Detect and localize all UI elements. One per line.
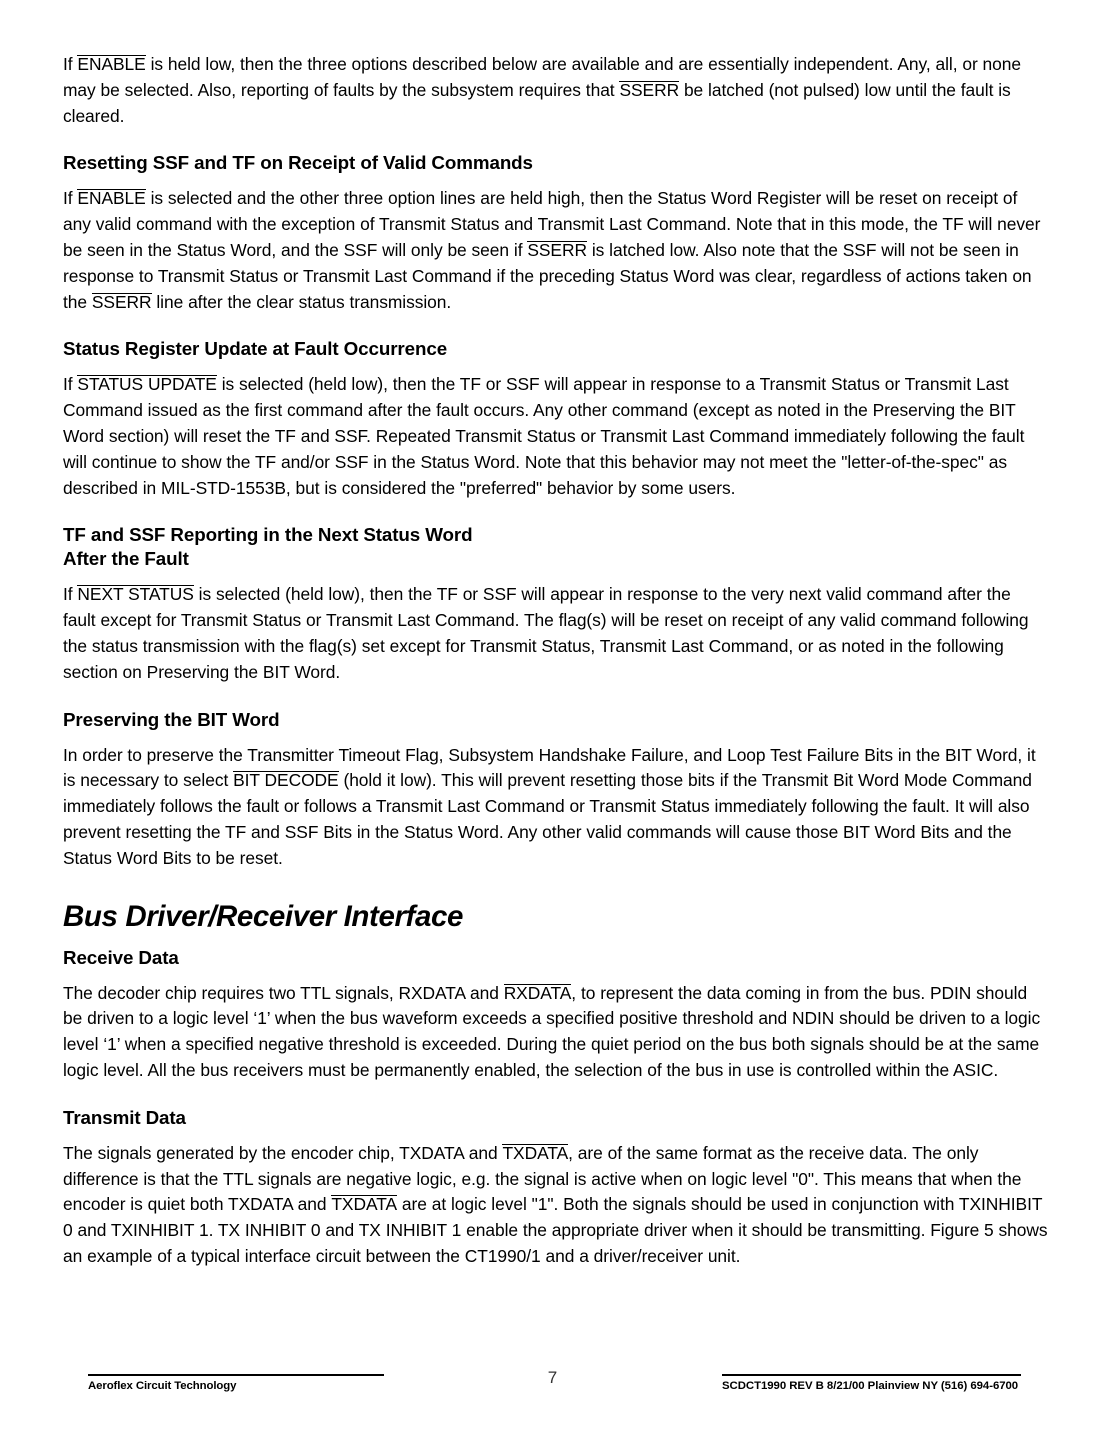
heading-transmit-data: Transmit Data (63, 1106, 186, 1128)
preserving-text-part1: In order to preserve the Transmitter Timeout Flag, Subsystem Handshake Failure, and Loop Test Failure Bits in the BIT Word, it is necessary to select (63, 744, 1036, 791)
heading-tf-ssf-reporting-line2: After the Fault (63, 548, 189, 570)
receive-text-part2: , to represent the data coming in from the bus. PDIN should be driven to a logic level ‘1’ when the bus waveform exceeds a specified positive threshold and NDIN should be driven to a logic level ‘1’ when a specified negative threshold is exceeded. During the quiet period on the bus both signals should be at the same logic level. All the bus receivers must be permanently enabled, the selection of the bus in use is controlled within the ASIC. (63, 982, 1041, 1080)
transmit-text-part1: The signals generated by the encoder chip, TXDATA and (63, 1142, 503, 1163)
status-register-paragraph (63, 372, 1048, 501)
resetting-paragraph (63, 186, 1048, 315)
spacer (63, 129, 1048, 151)
signal-txdata-bar: TXDATA (331, 1194, 398, 1215)
spacer (63, 315, 1048, 337)
status-text-part2: is selected (held low), then the TF or SSF will appear in response to a Transmit Status or Transmit Last Command issued as the first command after the fault occurs. Any other command (except as noted in the Preserving the BIT Word section) will reset the TF and SSF. Repeated Transmit Status or Transmit Last Command immediately following the fault will continue to show the TF and/or SSF in the Status Word. Note that this behavior may not meet the "letter-of-the-spec" as described in MIL-STD-1553B, but is considered the "preferred" behavior by some users. (63, 374, 1025, 498)
signal-rxdata-bar: RXDATA (503, 982, 572, 1003)
heading-status-register-update: Status Register Update at Fault Occurrence (63, 338, 448, 360)
spacer (63, 571, 1048, 582)
transmit-text-part3: are at logic level "1". Both the signals should be used in conjunction with TXINHIBIT 0 and TXINHIBIT 1. TX INHIBIT 0 and TX INHIBIT 1 enable the appropriate driver when it should be transmitting. Figure 5 shows an example of a typical interface circuit between the CT1990/1 and a driver/receiver unit. (63, 1194, 1048, 1266)
heading-receive-data: Receive Data (63, 946, 179, 968)
spacer (63, 501, 1048, 523)
spacer (63, 1084, 1048, 1106)
spacer (63, 872, 1048, 900)
spacer (63, 361, 1048, 372)
signal-sserr: SSERR (527, 239, 587, 260)
status-text-part1: If (63, 374, 78, 395)
signal-next-status: NEXT STATUS (77, 584, 194, 605)
intro-text-part3: be latched (not pulsed) low until the fault is cleared. (63, 79, 1011, 126)
intro-text-part1: If (63, 54, 78, 74)
intro-paragraph (63, 52, 1048, 129)
tfssf-text-part1: If (63, 584, 78, 605)
page-footer (0, 1362, 1105, 1422)
signal-enable: ENABLE (77, 54, 146, 74)
page-content (63, 52, 1048, 1270)
signal-txdata-bar: TXDATA (502, 1142, 569, 1163)
transmit-data-paragraph (63, 1141, 1048, 1270)
heading-tf-ssf-reporting-line1: TF and SSF Reporting in the Next Status Word (63, 524, 473, 546)
signal-sserr: SSERR (91, 291, 152, 312)
tf-ssf-reporting-paragraph (63, 582, 1048, 685)
footer-company-name: Aeroflex Circuit Technology (88, 1374, 384, 1392)
resetting-text-part3: is latched low. Also note that the SSF will not be seen in response to Transmit Status or Transmit Last Command if the preceding Status Word was clear, regardless of actions taken on the (63, 239, 1032, 312)
spacer (63, 934, 1048, 946)
heading-preserving-bit-word: Preserving the BIT Word (63, 708, 280, 730)
intro-text-part2: is held low, then the three options described below are available and are essentially independent. Any, all, or none may be selected. Also, reporting of faults by the subsystem requires that (63, 54, 1021, 100)
signal-bit-decode: BIT DECODE (233, 770, 339, 791)
resetting-text-part2: is selected and the other three option lines are held high, then the Status Word Register will be reset on receipt of any valid command with the exception of Transmit Status and Transmit Last Command. Note that in this mode, the TF will never be seen in the Status Word, and the SSF will only be seen if (63, 188, 1041, 260)
signal-status-update: STATUS UPDATE (77, 374, 217, 395)
resetting-text-part1: If (63, 188, 78, 209)
transmit-text-part2: , are of the same format as the receive data. The only difference is that the TTL signals are negative logic, e.g. the signal is active when on logic level "0". This means that when the encoder is quiet both TXDATA and (63, 1142, 1022, 1215)
receive-data-paragraph (63, 981, 1048, 1084)
resetting-text-part4: line after the clear status transmission. (151, 291, 452, 312)
spacer (63, 970, 1048, 981)
spacer (63, 1130, 1048, 1141)
tfssf-text-part2: is selected (held low), then the TF or SSF will appear in response to the very next valid command after the fault except for Transmit Status or Transmit Last Command. The flag(s) will be reset on receipt of any valid command following the status transmission with the flag(s) set except for Transmit Status, Transmit Last Command, or as noted in the following section on Preserving the BIT Word. (63, 584, 1029, 682)
footer-document-reference: SCDCT1990 REV B 8/21/00 Plainview NY (516) 694-6700 (722, 1374, 1021, 1392)
spacer (63, 686, 1048, 708)
spacer (63, 732, 1048, 743)
heading-resetting-ssf-tf: Resetting SSF and TF on Receipt of Valid Commands (63, 152, 533, 174)
footer-page-number: 7 (547, 1368, 558, 1387)
preserving-text-part2: (hold it low). This will prevent resetting those bits if the Transmit Bit Word Mode Command immediately follows the fault or follows a Transmit Last Command or Transmit Status immediately following the fault. It will also prevent resetting the TF and SSF Bits in the Status Word. Any other valid commands will cause those BIT Word Bits and the Status Word Bits to be reset. (63, 770, 1032, 868)
signal-sserr: SSERR (619, 79, 680, 100)
signal-enable: ENABLE (77, 188, 146, 209)
spacer (63, 175, 1048, 186)
receive-text-part1: The decoder chip requires two TTL signals, RXDATA and (63, 982, 504, 1003)
heading-bus-driver-receiver-interface: Bus Driver/Receiver Interface (63, 899, 463, 933)
preserving-bit-word-paragraph (63, 743, 1048, 872)
